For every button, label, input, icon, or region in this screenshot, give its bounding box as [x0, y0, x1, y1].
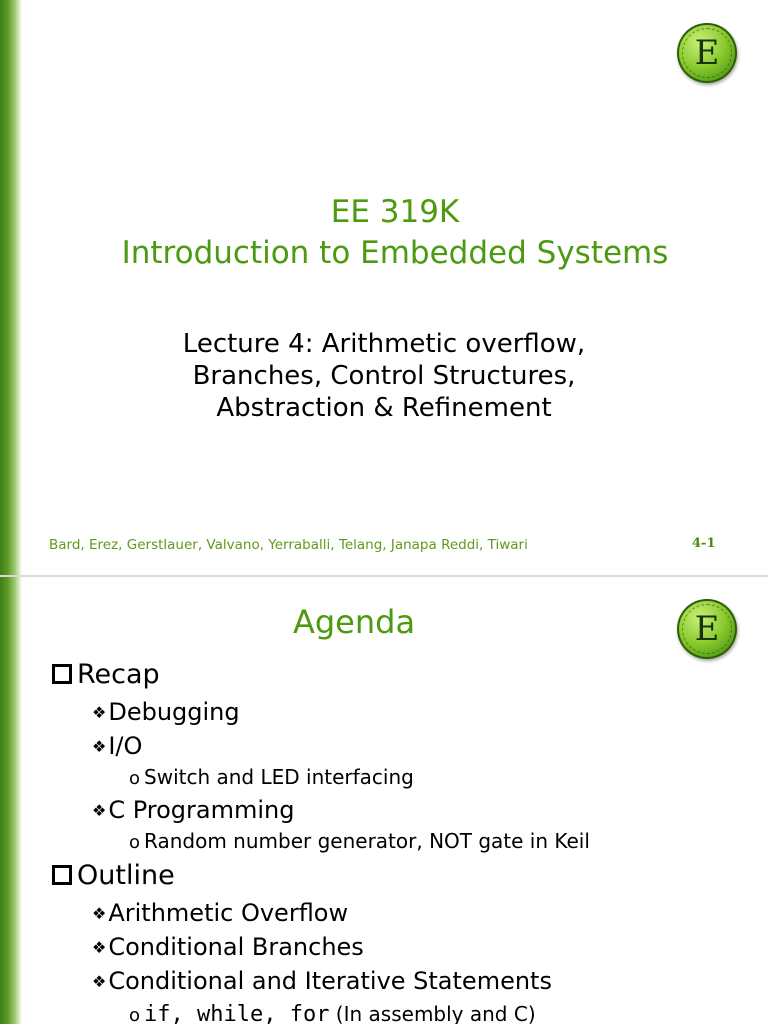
- agenda-item-recap: Recap: [52, 659, 160, 690]
- o-bullet-icon: o: [129, 1005, 141, 1024]
- o-bullet-icon: o: [129, 768, 141, 789]
- agenda-subsubitem: o Switch and LED interfacing: [129, 765, 414, 789]
- agenda-subitem: ❖I/O: [92, 732, 143, 760]
- course-title: EE 319K: [330, 194, 460, 230]
- agenda-subsubitem: o Random number generator, NOT gate in Keil: [129, 829, 590, 853]
- lecture-title-line: Abstraction & Refinement: [216, 393, 552, 423]
- course-subtitle: Introduction to Embedded Systems: [121, 235, 669, 271]
- lecture-title: [22, 328, 746, 424]
- ee-logo-icon: E: [677, 23, 737, 83]
- agenda-slide: [0, 577, 768, 1024]
- diamond-bullet-icon: ❖: [92, 938, 107, 957]
- left-green-bar: [0, 577, 22, 1024]
- agenda-item-outline: Outline: [52, 860, 175, 891]
- agenda-subitem: ❖Conditional and Iterative Statements: [92, 967, 552, 995]
- footer-authors: Bard, Erez, Gerstlauer, Valvano, Yerraballi, Telang, Janapa Reddi, Tiwari: [49, 537, 528, 553]
- agenda-subitem: ❖Conditional Branches: [92, 933, 364, 961]
- diamond-bullet-icon: ❖: [92, 703, 107, 722]
- diamond-bullet-icon: ❖: [92, 904, 107, 923]
- agenda-subitem: ❖Arithmetic Overflow: [92, 899, 349, 927]
- page-number: 4-1: [692, 536, 716, 551]
- square-bullet-icon: [52, 664, 72, 684]
- diamond-bullet-icon: ❖: [92, 801, 107, 820]
- diamond-bullet-icon: ❖: [92, 972, 107, 991]
- agenda-subsubitem: o if, while, for (In assembly and C): [129, 1002, 536, 1024]
- diamond-bullet-icon: ❖: [92, 737, 107, 756]
- square-bullet-icon: [52, 865, 72, 885]
- agenda-subitem: ❖Debugging: [92, 698, 240, 726]
- o-bullet-icon: o: [129, 832, 141, 853]
- lecture-title-line: Branches, Control Structures,: [192, 361, 576, 391]
- slide-title: Agenda: [292, 603, 416, 641]
- code-keywords: if, while, for: [144, 1002, 330, 1024]
- lecture-title-line: Lecture 4: Arithmetic overflow,: [182, 329, 586, 359]
- agenda-subitem: ❖C Programming: [92, 796, 295, 824]
- ee-logo-icon: E: [677, 599, 737, 659]
- left-green-bar: [0, 0, 22, 575]
